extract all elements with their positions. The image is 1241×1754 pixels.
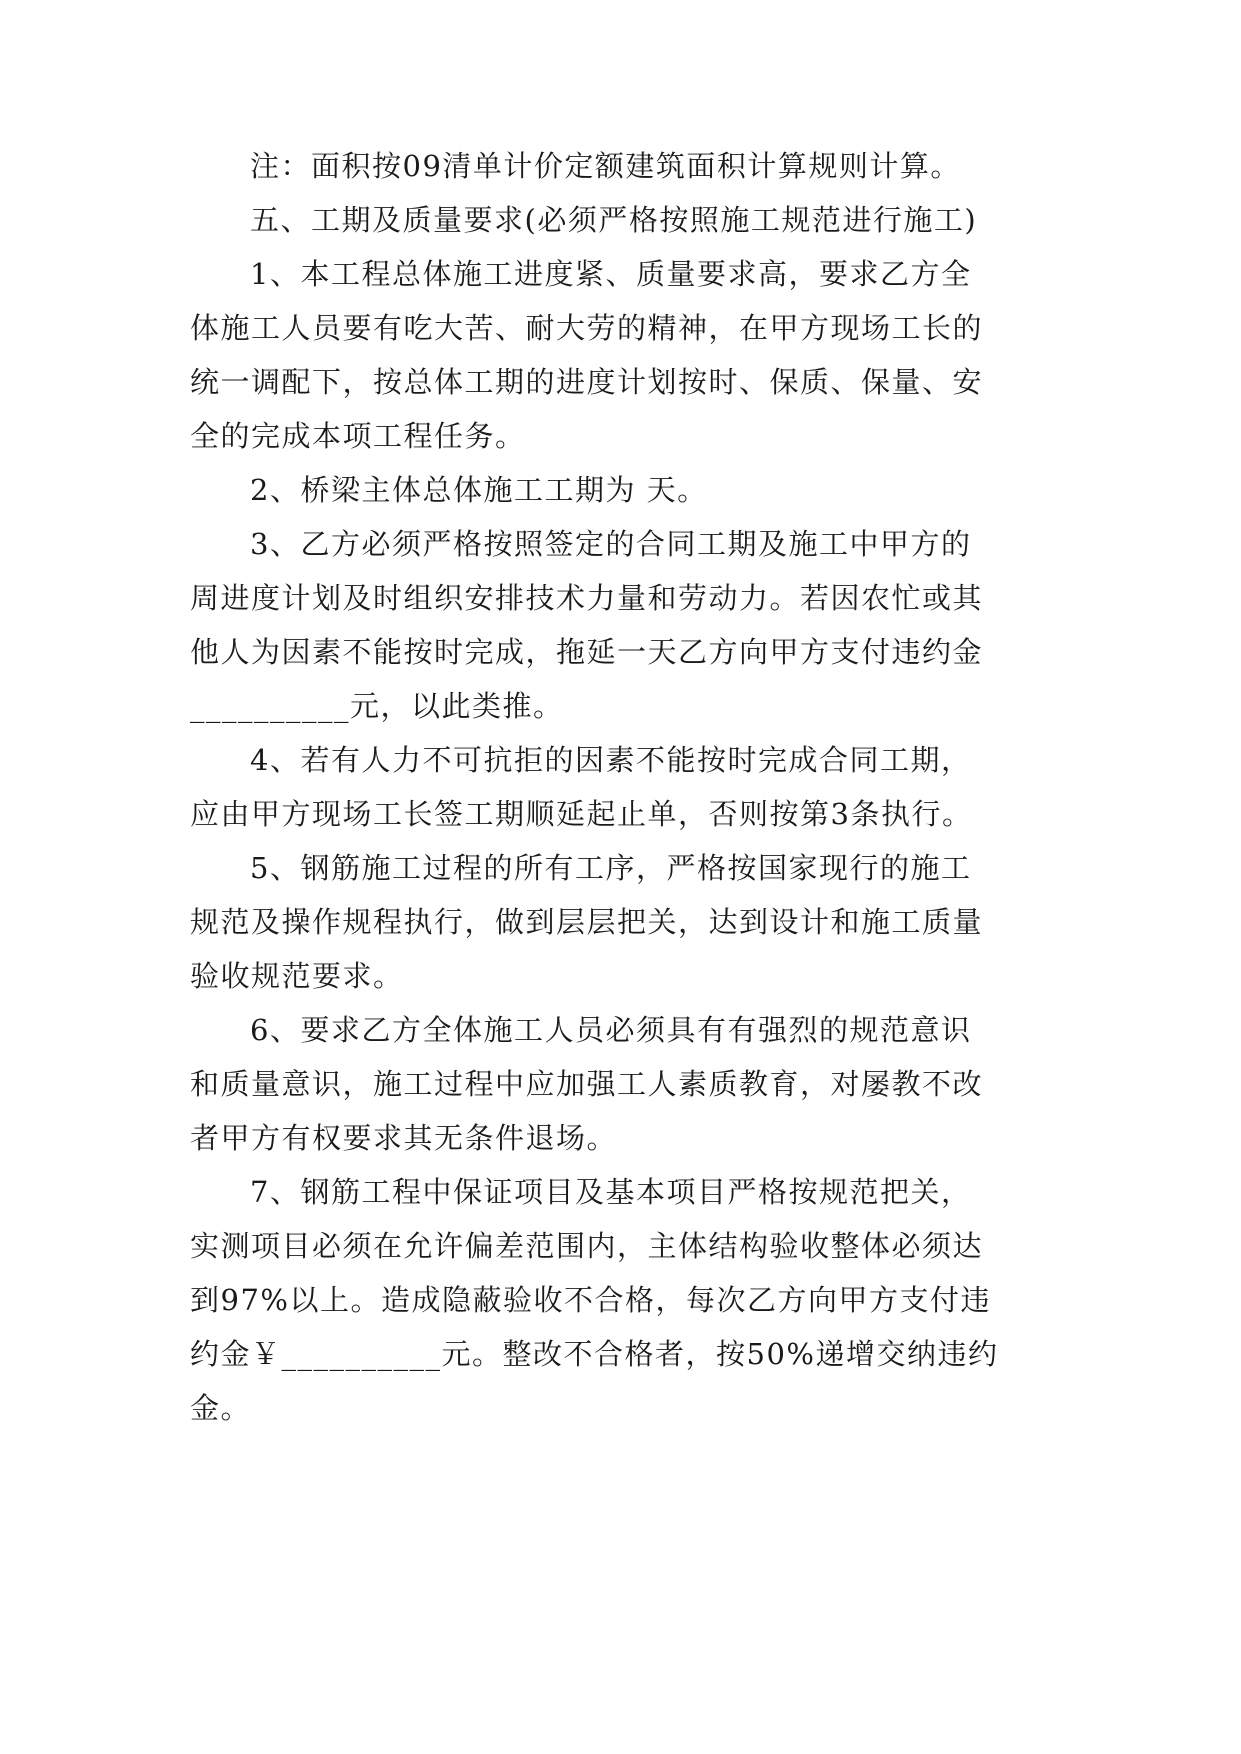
- item-6-line-2: 和质量意识，施工过程中应加强工人素质教育，对屡教不改: [190, 1067, 984, 1101]
- item-4-line-1: 4、若有人力不可抗拒的因素不能按时完成合同工期，: [250, 743, 972, 777]
- item-5-line-3: 验收规范要求。: [190, 959, 404, 993]
- item-6-line-1: 6、要求乙方全体施工人员必须具有有强烈的规范意识: [250, 1013, 972, 1047]
- item-2-line-1: 2、桥梁主体总体施工工期为 天。: [250, 473, 708, 507]
- item-7-line-3: 到97%以上。造成隐蔽验收不合格，每次乙方向甲方支付违: [190, 1283, 991, 1317]
- item-1-line-2: 体施工人员要有吃大苦、耐大劳的精神，在甲方现场工长的: [190, 311, 984, 345]
- item-1-line-4: 全的完成本项工程任务。: [190, 419, 526, 453]
- item-3-line-1: 3、乙方必须严格按照签定的合同工期及施工中甲方的: [250, 527, 972, 561]
- item-7-line-4: 约金￥__________元。整改不合格者，按50%递增交纳违约: [190, 1337, 999, 1371]
- item-7-line-5: 金。: [190, 1391, 252, 1425]
- item-3-line-3: 他人为因素不能按时完成，拖延一天乙方向甲方支付违约金: [190, 635, 984, 669]
- item-3-line-4: __________元，以此类推。: [190, 689, 564, 723]
- item-5-line-1: 5、钢筋施工过程的所有工序，严格按国家现行的施工: [250, 851, 972, 885]
- item-7-line-1: 7、钢筋工程中保证项目及基本项目严格按规范把关，: [250, 1175, 972, 1209]
- item-3-line-2: 周进度计划及时组织安排技术力量和劳动力。若因农忙或其: [190, 581, 984, 615]
- item-4-line-2: 应由甲方现场工长签工期顺延起止单，否则按第3条执行。: [190, 797, 973, 831]
- note-line: 注：面积按09清单计价定额建筑面积计算规则计算。: [250, 149, 961, 183]
- item-1-line-1: 1、本工程总体施工进度紧、质量要求高，要求乙方全: [250, 257, 972, 291]
- item-7-line-2: 实测项目必须在允许偏差范围内，主体结构验收整体必须达: [190, 1229, 984, 1263]
- item-5-line-2: 规范及操作规程执行，做到层层把关，达到设计和施工质量: [190, 905, 984, 939]
- item-1-line-3: 统一调配下，按总体工期的进度计划按时、保质、保量、安: [190, 365, 984, 399]
- section-heading: 五、工期及质量要求(必须严格按照施工规范进行施工): [250, 203, 978, 237]
- item-6-line-3: 者甲方有权要求其无条件退场。: [190, 1121, 618, 1155]
